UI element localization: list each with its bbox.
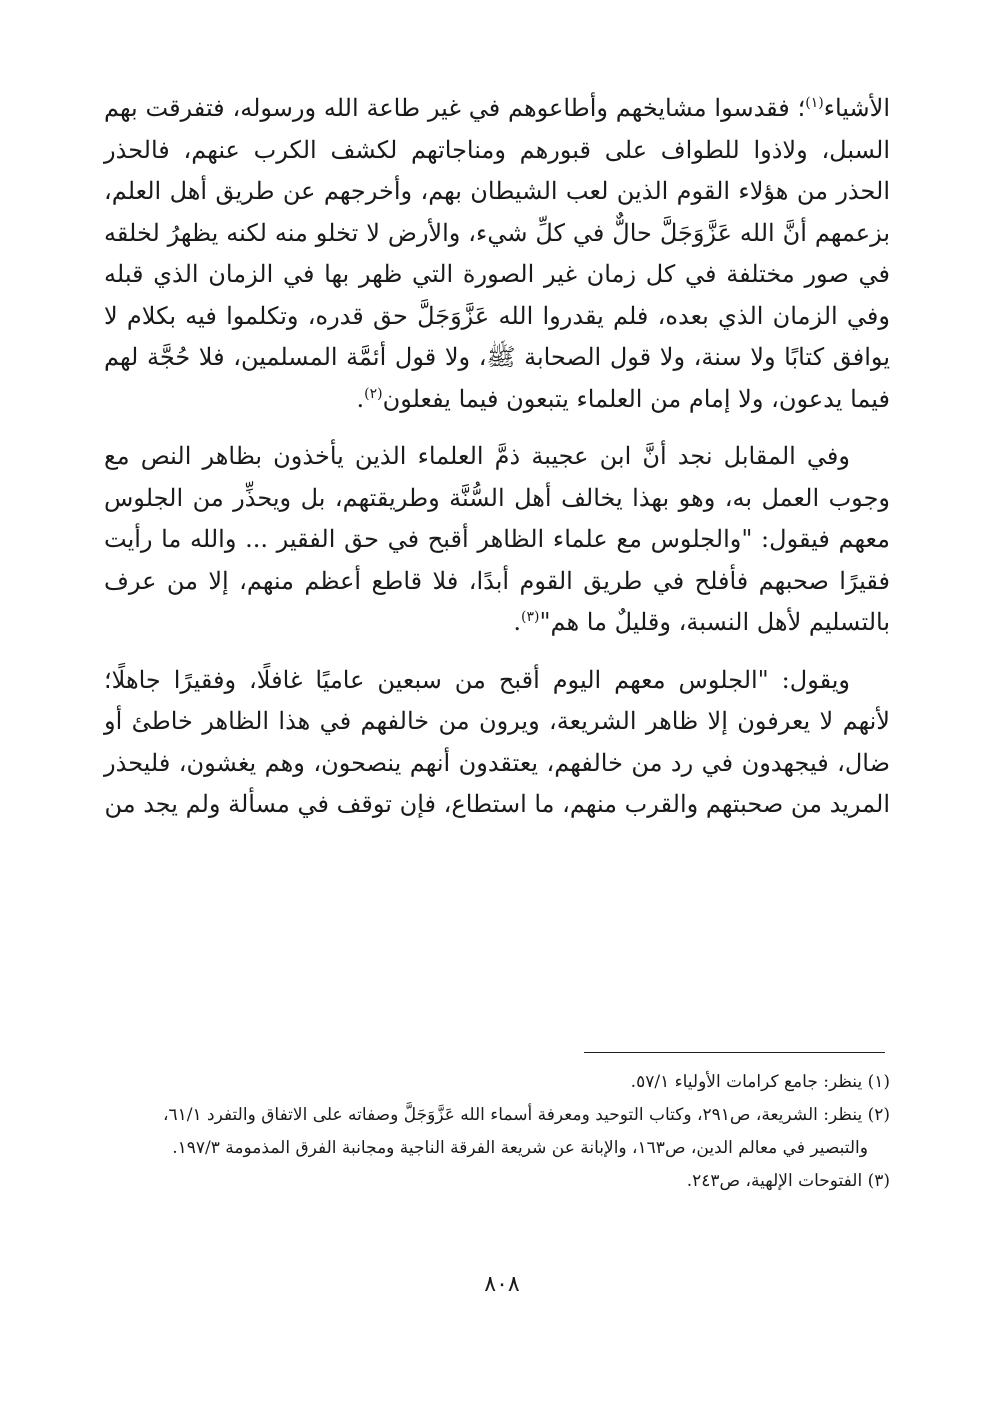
footnote-ref-2: (٢) [364, 385, 383, 402]
paragraph-2 [104, 436, 890, 644]
footnote-separator [584, 1052, 885, 1053]
footnote-ref-3: (٣) [521, 609, 540, 625]
paragraph-3 [104, 660, 890, 826]
main-text [104, 88, 890, 826]
paragraph-3-text: ويقول: "الجلوس معهم اليوم أقبح من سبعين عاميًا غافلًا، وفقيرًا جاهلًا؛ لأنهم لا يعرفون إلا ظاهر الشريعة، ويرون من خالفهم في هذا الظاهر خاطئ أو ضال، فيجهدون في رد من خالفهم، يعتقدون أنهم ينصحون، وهم يغشون، فليحذر المريد من صحبتهم والقرب منهم، ما استطاع، فإن توقف في مسألة ولم يجد من [104, 665, 890, 818]
footnote-2-line-2: والتبصير في معالم الدين، ص١٦٣، والإبانة عن شريعة الفرقة الناجية ومجانبة الفرق المذمومة ١٩٧/٣. [172, 1138, 868, 1158]
paragraph-1 [104, 88, 890, 420]
footnote-1: (١) ينظر: جامع كرامات الأولياء ٥٧/١. [630, 1072, 890, 1092]
paragraph-2-text: وفي المقابل نجد أنَّ ابن عجيبة ذمَّ العلماء الذين يأخذون بظاهر النص مع وجوب العمل به، وهو بهذا يخالف أهل السُّنَّة وطريقتهم، بل ويحذِّر من الجلوس معهم فيقول: "والجلوس مع علماء الظاهر أقبح في حق الفقير ... والله ما رأيت فقيرًا صحبهم فأفلح في طريق القوم أبدًا، فلا قاطع أعظم منهم، إلا من عرف بالتسليم لأهل النسبة، وقليلٌ ما هم" [104, 442, 890, 636]
paragraph-2-end: . [513, 608, 521, 636]
paragraph-1-lead: الأشياء [823, 94, 890, 122]
footnote-ref-1: (١) [805, 95, 824, 111]
page-number: ٨٠٨ [484, 1272, 520, 1297]
footnote-2-line-1: (٢) ينظر: الشريعة، ص٢٩١، وكتاب التوحيد ومعرفة أسماء الله عَزَّوَجَلَّ وصفاته على الاتفاق والتفرد ٦١/١، [162, 1105, 890, 1125]
paragraph-1-text: ؛ فقدسوا مشايخهم وأطاعوهم في غير طاعة الله ورسوله، فتفرقت بهم السبل، ولاذوا للطواف على قبورهم ومناجاتهم لكشف الكرب عنهم، فالحذر الحذر من هؤلاء القوم الذين لعب الشيطان بهم، وأخرجهم عن طريق أهل العلم، بزعمهم أنَّ الله عَزَّوَجَلَّ حالٌّ في كلِّ شيء، والأرض لا تخلو منه لكنه يظهرُ لخلقه في صور مختلفة في كل زمان غير الصورة التي ظهر بها في الزمان الذي قبله وفي الزمان الذي بعده، فلم يقدروا الله عَزَّوَجَلَّ حق قدره، وتكلموا فيه بكلام لا يوافق كتابًا ولا سنة، ولا قول الصحابة ﷺ، ولا قول أئمَّة المسلمين، فلا حُجَّة لهم فيما يدعون، ولا إمام من العلماء يتبعون فيما يفعلون [104, 94, 890, 413]
footnotes [104, 1066, 890, 1198]
paragraph-1-end: . [356, 384, 365, 413]
footnote-3: (٣) الفتوحات الإلهية، ص٢٤٣. [686, 1171, 890, 1191]
